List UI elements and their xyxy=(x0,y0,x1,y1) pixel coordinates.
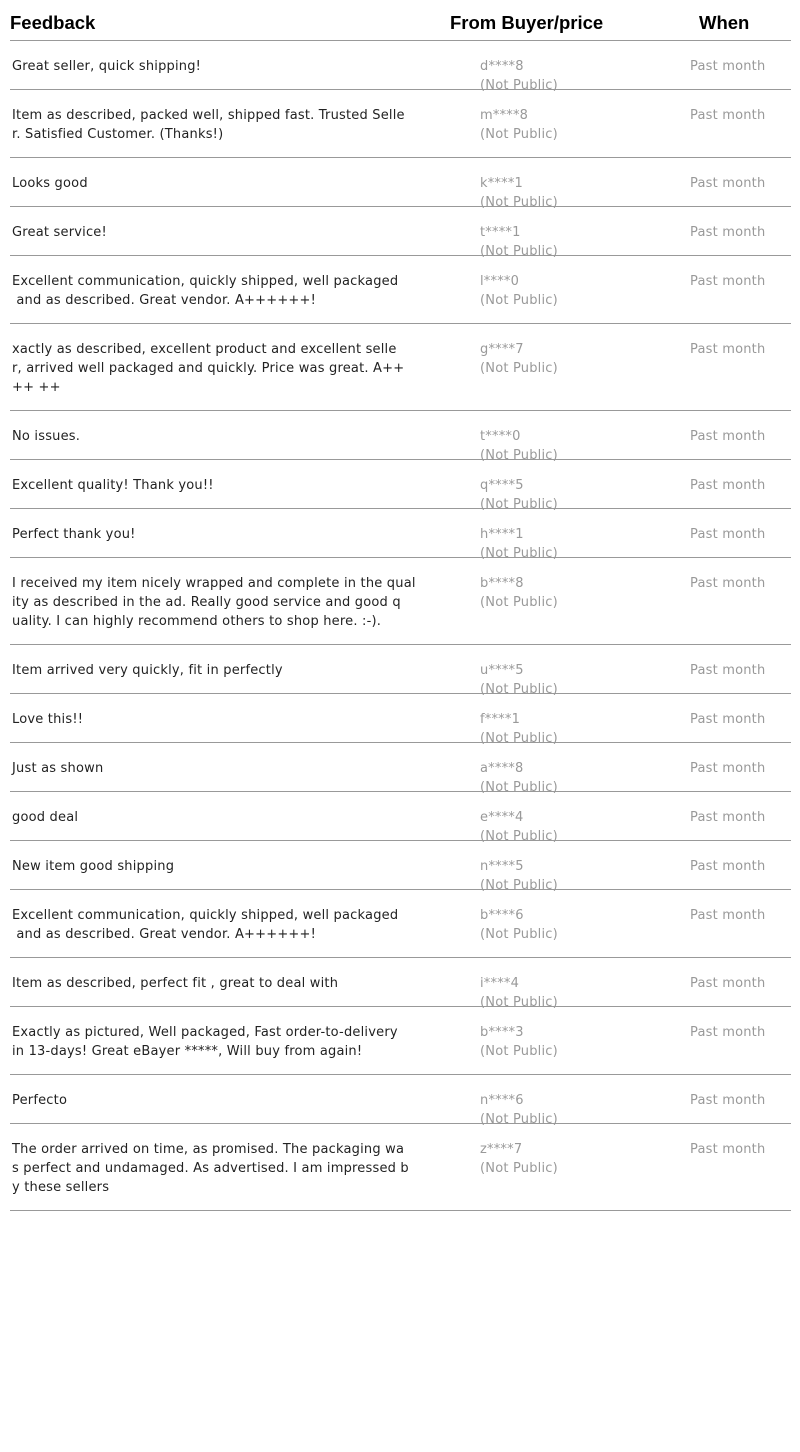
table-row xyxy=(10,694,791,746)
feedback-comment: Great service! xyxy=(12,225,107,240)
feedback-when: Past month xyxy=(690,859,766,874)
price-not-public: (Not Public) xyxy=(480,1044,558,1059)
buyer-id: b****8 xyxy=(480,576,524,591)
feedback-when: Past month xyxy=(690,176,766,191)
feedback-comment: Excellent communication, quickly shipped, well packaged and as described. Great vendor. A++++++! xyxy=(12,274,399,308)
table-row xyxy=(10,1075,791,1127)
feedback-comment: The order arrived on time, as promised. The packaging wa s perfect and undamaged. As advertised. I am impressed b y these sellers xyxy=(12,1142,409,1195)
feedback-when: Past month xyxy=(690,1025,766,1040)
feedback-comment: Love this!! xyxy=(12,712,84,727)
feedback-table xyxy=(10,0,791,1211)
feedback-when: Past month xyxy=(690,663,766,678)
table-row xyxy=(10,90,791,158)
price-not-public: (Not Public) xyxy=(480,878,558,893)
header-when: When xyxy=(699,12,750,33)
buyer-id: b****6 xyxy=(480,908,524,923)
table-header xyxy=(10,0,791,41)
feedback-comment: Great seller, quick shipping! xyxy=(12,59,202,74)
buyer-id: n****6 xyxy=(480,1093,524,1108)
table-row xyxy=(10,41,791,93)
buyer-info xyxy=(480,1140,558,1178)
table-row xyxy=(10,324,791,411)
table-row xyxy=(10,792,791,844)
buyer-id: z****7 xyxy=(480,1142,523,1157)
feedback-comment: No issues. xyxy=(12,429,81,444)
feedback-when: Past month xyxy=(690,576,766,591)
feedback-when: Past month xyxy=(690,527,766,542)
buyer-id: k****1 xyxy=(480,176,523,191)
buyer-info xyxy=(480,574,558,612)
feedback-when: Past month xyxy=(690,712,766,727)
feedback-comment: Excellent communication, quickly shipped, well packaged and as described. Great vendor. A++++++! xyxy=(12,908,399,942)
feedback-comment: Perfect thank you! xyxy=(12,527,136,542)
buyer-info xyxy=(480,340,558,378)
feedback-comment: Looks good xyxy=(12,176,88,191)
buyer-id: n****5 xyxy=(480,859,524,874)
table-row xyxy=(10,890,791,958)
price-not-public: (Not Public) xyxy=(480,127,558,142)
feedback-comment: I received my item nicely wrapped and complete in the qual ity as described in the ad. Really good service and good q uality. I can highly recommend others to shop here. :-). xyxy=(12,576,416,629)
feedback-when: Past month xyxy=(690,225,766,240)
price-not-public: (Not Public) xyxy=(480,682,558,697)
table-row xyxy=(10,958,791,1010)
price-not-public: (Not Public) xyxy=(480,829,558,844)
buyer-id: u****5 xyxy=(480,663,524,678)
buyer-id: a****8 xyxy=(480,761,524,776)
price-not-public: (Not Public) xyxy=(480,497,558,512)
buyer-info xyxy=(480,1023,558,1061)
buyer-info xyxy=(480,106,558,144)
feedback-when: Past month xyxy=(690,810,766,825)
buyer-id: h****1 xyxy=(480,527,524,542)
feedback-when: Past month xyxy=(690,274,766,289)
buyer-id: d****8 xyxy=(480,59,524,74)
feedback-comment: Excellent quality! Thank you!! xyxy=(12,478,214,493)
price-not-public: (Not Public) xyxy=(480,995,558,1010)
price-not-public: (Not Public) xyxy=(480,361,558,376)
table-row xyxy=(10,460,791,512)
price-not-public: (Not Public) xyxy=(480,780,558,795)
feedback-comment: Item arrived very quickly, fit in perfectly xyxy=(12,663,283,678)
feedback-when: Past month xyxy=(690,342,766,357)
buyer-id: t****1 xyxy=(480,225,521,240)
feedback-when: Past month xyxy=(690,429,766,444)
buyer-id: i****4 xyxy=(480,976,520,991)
feedback-when: Past month xyxy=(690,976,766,991)
buyer-id: b****3 xyxy=(480,1025,524,1040)
buyer-id: t****0 xyxy=(480,429,521,444)
buyer-info xyxy=(480,272,558,310)
table-row xyxy=(10,207,791,259)
price-not-public: (Not Public) xyxy=(480,731,558,746)
price-not-public: (Not Public) xyxy=(480,595,558,610)
feedback-when: Past month xyxy=(690,908,766,923)
header-buyer-price: From Buyer/price xyxy=(450,12,604,33)
feedback-when: Past month xyxy=(690,1093,766,1108)
buyer-id: q****5 xyxy=(480,478,524,493)
header-feedback: Feedback xyxy=(10,12,96,33)
feedback-comment: Perfecto xyxy=(12,1093,68,1108)
price-not-public: (Not Public) xyxy=(480,1112,558,1127)
price-not-public: (Not Public) xyxy=(480,244,558,259)
feedback-comment: Item as described, perfect fit , great to deal with xyxy=(12,976,339,991)
feedback-comment: Just as shown xyxy=(12,761,104,776)
feedback-comment: Item as described, packed well, shipped fast. Trusted Selle r. Satisfied Customer. (Thanks!) xyxy=(12,108,405,142)
table-row xyxy=(10,1007,791,1075)
table-row xyxy=(10,841,791,893)
feedback-when: Past month xyxy=(690,59,766,74)
buyer-info xyxy=(480,906,558,944)
table-row xyxy=(10,411,791,463)
feedback-when: Past month xyxy=(690,478,766,493)
price-not-public: (Not Public) xyxy=(480,78,558,93)
feedback-comment: New item good shipping xyxy=(12,859,175,874)
price-not-public: (Not Public) xyxy=(480,293,558,308)
price-not-public: (Not Public) xyxy=(480,448,558,463)
feedback-comment: good deal xyxy=(12,810,79,825)
feedback-when: Past month xyxy=(690,108,766,123)
table-row xyxy=(10,509,791,561)
price-not-public: (Not Public) xyxy=(480,927,558,942)
table-row xyxy=(10,743,791,795)
buyer-id: g****7 xyxy=(480,342,524,357)
feedback-rows xyxy=(10,41,791,1211)
buyer-id: l****0 xyxy=(480,274,520,289)
feedback-comment: Exactly as pictured, Well packaged, Fast order-to-delivery in 13-days! Great eBayer *****, Will buy from again! xyxy=(12,1025,398,1059)
price-not-public: (Not Public) xyxy=(480,546,558,561)
table-row xyxy=(10,158,791,210)
feedback-comment: xactly as described, excellent product and excellent selle r, arrived well packaged and quickly. Price was great. A++ ++ ++ xyxy=(12,342,405,395)
table-row xyxy=(10,645,791,697)
table-row xyxy=(10,256,791,324)
table-row xyxy=(10,1124,791,1211)
feedback-when: Past month xyxy=(690,761,766,776)
price-not-public: (Not Public) xyxy=(480,195,558,210)
table-row xyxy=(10,558,791,645)
buyer-id: f****1 xyxy=(480,712,521,727)
feedback-when: Past month xyxy=(690,1142,766,1157)
buyer-id: m****8 xyxy=(480,108,529,123)
price-not-public: (Not Public) xyxy=(480,1161,558,1176)
buyer-id: e****4 xyxy=(480,810,524,825)
